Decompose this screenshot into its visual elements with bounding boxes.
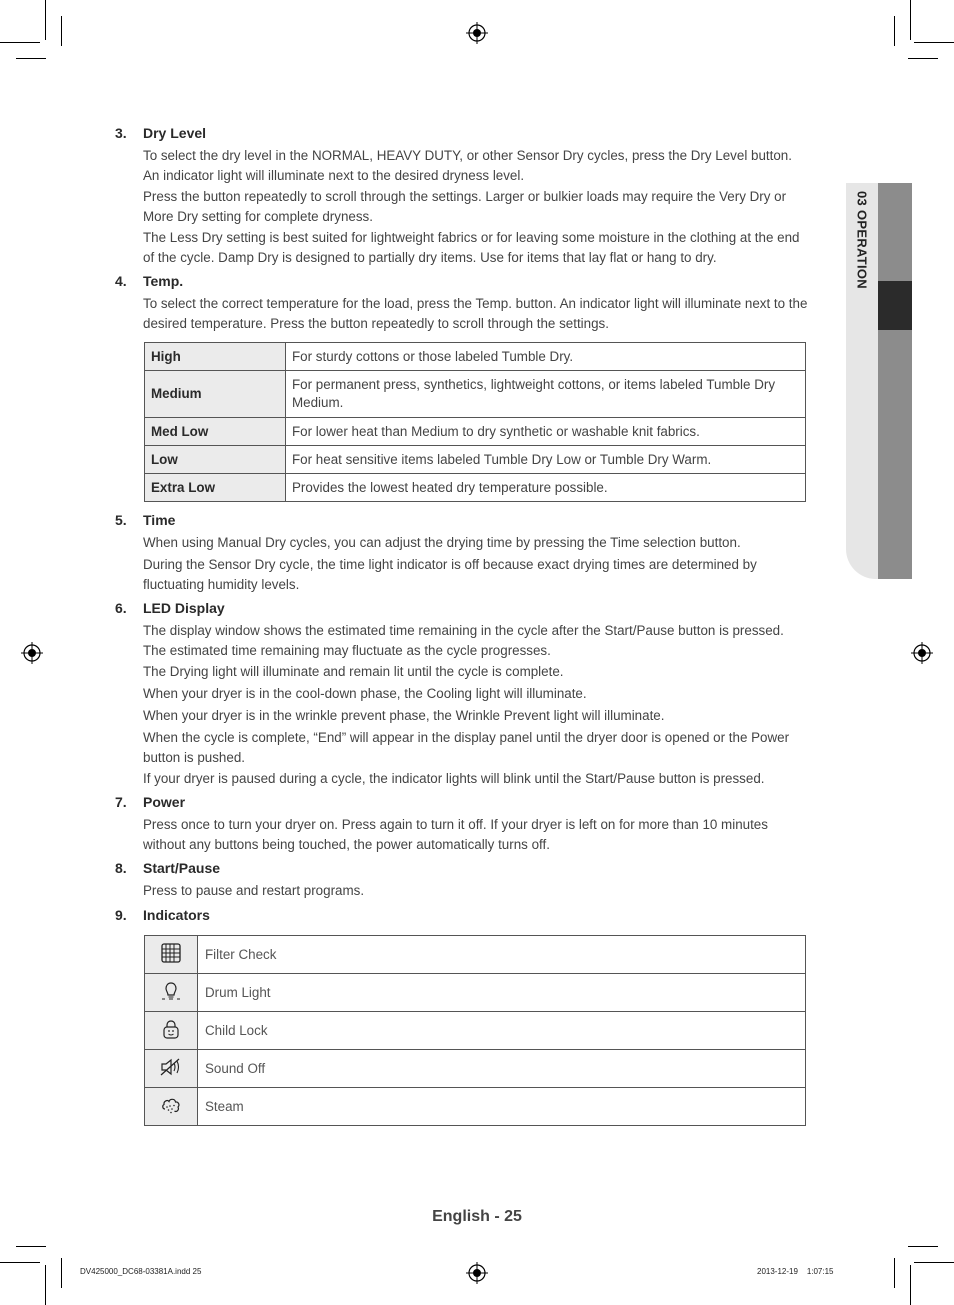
table-row [145,936,806,974]
temperature-table [144,342,806,502]
item-number: 6. [115,600,127,616]
paragraph: Press once to turn your dryer on. Press again to turn it off. If your dryer is left on for more than 10 minutes without any buttons being touched, the power automatically turns off. [143,817,768,852]
indicator-label: Child Lock [198,1012,806,1050]
paragraph: Press to pause and restart programs. [143,883,365,898]
item-number: 9. [115,907,127,923]
indicator-label: Steam [198,1088,806,1126]
sound-off-icon [159,1056,183,1078]
item-number: 4. [115,273,127,289]
table-cell-setting: High [145,343,286,371]
registration-mark-icon [466,22,488,44]
table-row [145,446,806,474]
table-cell-setting: Low [145,446,286,474]
item-number: 3. [115,125,127,141]
table-row [145,418,806,446]
item-number: 8. [115,860,127,876]
table-cell-description: For lower heat than Medium to dry synthetic or washable knit fabrics. [286,418,806,446]
indicator-label: Sound Off [198,1050,806,1088]
table-row [145,974,806,1012]
table-cell-setting: Med Low [145,418,286,446]
registration-mark-icon [466,1262,488,1284]
paragraph: During the Sensor Dry cycle, the time light indicator is off because exact drying times are determined by fluctuating humidity levels. [143,557,757,592]
table-cell-setting: Medium [145,371,286,418]
item-title: Temp. [143,273,184,289]
item-title: Time [143,512,176,528]
paragraph: The Drying light will illuminate and remain lit until the cycle is complete. [143,664,564,679]
item-title: LED Display [143,600,225,616]
registration-mark-icon [911,642,933,664]
table-cell-description: For heat sensitive items labeled Tumble Dry Low or Tumble Dry Warm. [286,446,806,474]
steam-icon [160,1094,182,1116]
table-cell-description: For permanent press, synthetics, lightweight cottons, or items labeled Tumble Dry Medium. [286,371,806,418]
item-title: Power [143,794,186,810]
paragraph: The Less Dry setting is best suited for lightweight fabrics or for leaving some moisture in the clothing at the end of the cycle. Damp Dry is designed to partially dry items. Use for items that lay flat or hang to dry. [143,230,800,265]
paragraph: The display window shows the estimated time remaining in the cycle after the Start/Pause button is pressed. The estimated time remaining may fluctuate as the cycle progresses. [143,623,784,658]
indicator-label: Filter Check [198,936,806,974]
section-tab-label: 03 OPERATION [854,191,870,289]
paragraph: When your dryer is in the cool-down phase, the Cooling light will illuminate. [143,686,587,701]
item-title: Indicators [143,907,210,923]
item-title: Dry Level [143,125,207,141]
table-cell-setting: Extra Low [145,474,286,502]
page-number: English - 25 [432,1208,522,1225]
child-lock-icon [160,1018,182,1040]
imprint-date: 2013-12-19 1:07:15 [757,1267,834,1276]
table-row [145,1012,806,1050]
table-row [145,371,806,418]
paragraph: When your dryer is in the wrinkle prevent phase, the Wrinkle Prevent light will illuminate. [143,708,665,723]
paragraph: To select the dry level in the NORMAL, HEAVY DUTY, or other Sensor Dry cycles, press the Dry Level button. An indicator light will illuminate next to the desired dryness level. [143,148,792,183]
paragraph: When using Manual Dry cycles, you can adjust the drying time by pressing the Time selection button. [143,535,741,550]
table-cell-description: Provides the lowest heated dry temperature possible. [286,474,806,502]
paragraph: If your dryer is paused during a cycle, the indicator lights will blink until the Start/Pause button is pressed. [143,771,765,786]
filter-check-icon [160,942,182,964]
imprint-file: DV425000_DC68-03381A.indd 25 [80,1267,202,1276]
drum-light-icon [160,980,182,1002]
paragraph: When the cycle is complete, “End” will appear in the display panel until the dryer door is opened or the Power button is pushed. [143,730,790,765]
item-title: Start/Pause [143,860,221,876]
table-row [145,343,806,371]
table-row [145,474,806,502]
table-row [145,1088,806,1126]
section-tab [846,183,912,579]
paragraph: To select the correct temperature for the load, press the Temp. button. An indicator light will illuminate next to the desired temperature. Press the button repeatedly to scroll through the settings. [143,296,808,331]
table-row [145,1050,806,1088]
indicators-table [144,935,806,1126]
paragraph: Press the button repeatedly to scroll through the settings. Larger or bulkier loads may require the Very Dry or More Dry setting for complete dryness. [143,189,787,224]
registration-mark-icon [21,642,43,664]
item-number: 7. [115,794,127,810]
indicator-label: Drum Light [198,974,806,1012]
table-cell-description: For sturdy cottons or those labeled Tumble Dry. [286,343,806,371]
item-number: 5. [115,512,127,528]
